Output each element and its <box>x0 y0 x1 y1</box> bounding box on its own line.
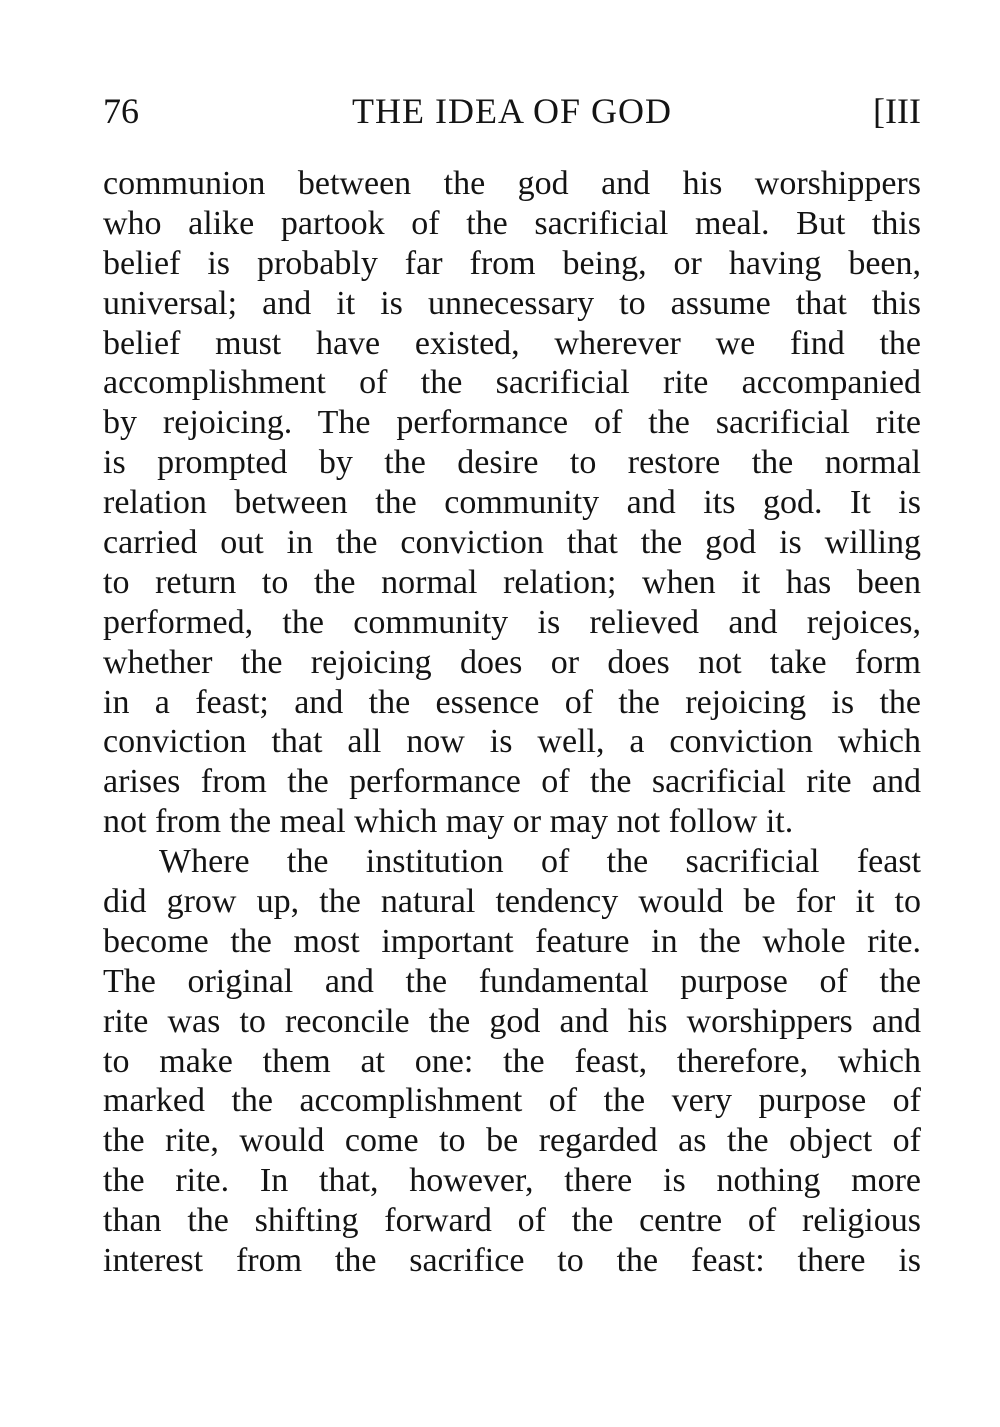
text-line: belief is probably far from being, or having been, <box>103 244 921 282</box>
text-line: did grow up, the natural tendency would be for it to <box>103 883 921 921</box>
body-text <box>103 164 921 1281</box>
text-line: belief must have existed, wherever we find the <box>103 324 921 362</box>
text-line: carried out in the conviction that the god is willing <box>103 524 921 562</box>
paragraph <box>103 164 921 842</box>
text-line: the rite, would come to be regarded as the object of <box>103 1122 921 1160</box>
text-line: marked the accomplishment of the very purpose of <box>103 1082 921 1120</box>
text-line: arises from the performance of the sacrificial rite and <box>103 763 921 801</box>
text-line: than the shifting forward of the centre of religious <box>103 1202 921 1240</box>
paragraph <box>103 842 921 1281</box>
text-line: conviction that all now is well, a conviction which <box>103 723 921 761</box>
running-head <box>103 88 921 134</box>
page-number: 76 <box>103 91 139 131</box>
text-line: who alike partook of the sacrificial meal. But this <box>103 204 921 242</box>
text-line: The original and the fundamental purpose of the <box>103 962 921 1000</box>
text-line: the rite. In that, however, there is nothing more <box>103 1162 921 1200</box>
text-line: performed, the community is relieved and rejoices, <box>103 603 921 641</box>
text-line: by rejoicing. The performance of the sacrificial rite <box>103 404 921 442</box>
text-line: to return to the normal relation; when it has been <box>103 563 921 601</box>
text-line: in a feast; and the essence of the rejoicing is the <box>103 683 921 721</box>
text-line: Where the institution of the sacrificial feast <box>159 843 921 881</box>
running-title: THE IDEA OF GOD <box>352 91 672 131</box>
text-line: universal; and it is unnecessary to assume that this <box>103 284 921 322</box>
text-line: communion between the god and his worshippers <box>103 165 921 202</box>
text-line: interest from the sacrifice to the feast: there is <box>103 1242 921 1280</box>
text-line: is prompted by the desire to restore the normal <box>103 444 921 482</box>
text-line: rite was to reconcile the god and his worshippers and <box>103 1002 921 1040</box>
text-line: to make them at one: the feast, therefore, which <box>103 1042 921 1080</box>
chapter-marker: [III <box>873 91 921 131</box>
text-line: not from the meal which may or may not follow it. <box>103 803 794 841</box>
text-line: relation between the community and its god. It is <box>103 484 921 522</box>
text-line: whether the rejoicing does or does not take form <box>103 643 921 681</box>
text-line: accomplishment of the sacrificial rite accompanied <box>103 364 921 402</box>
text-line: become the most important feature in the whole rite. <box>103 922 921 960</box>
